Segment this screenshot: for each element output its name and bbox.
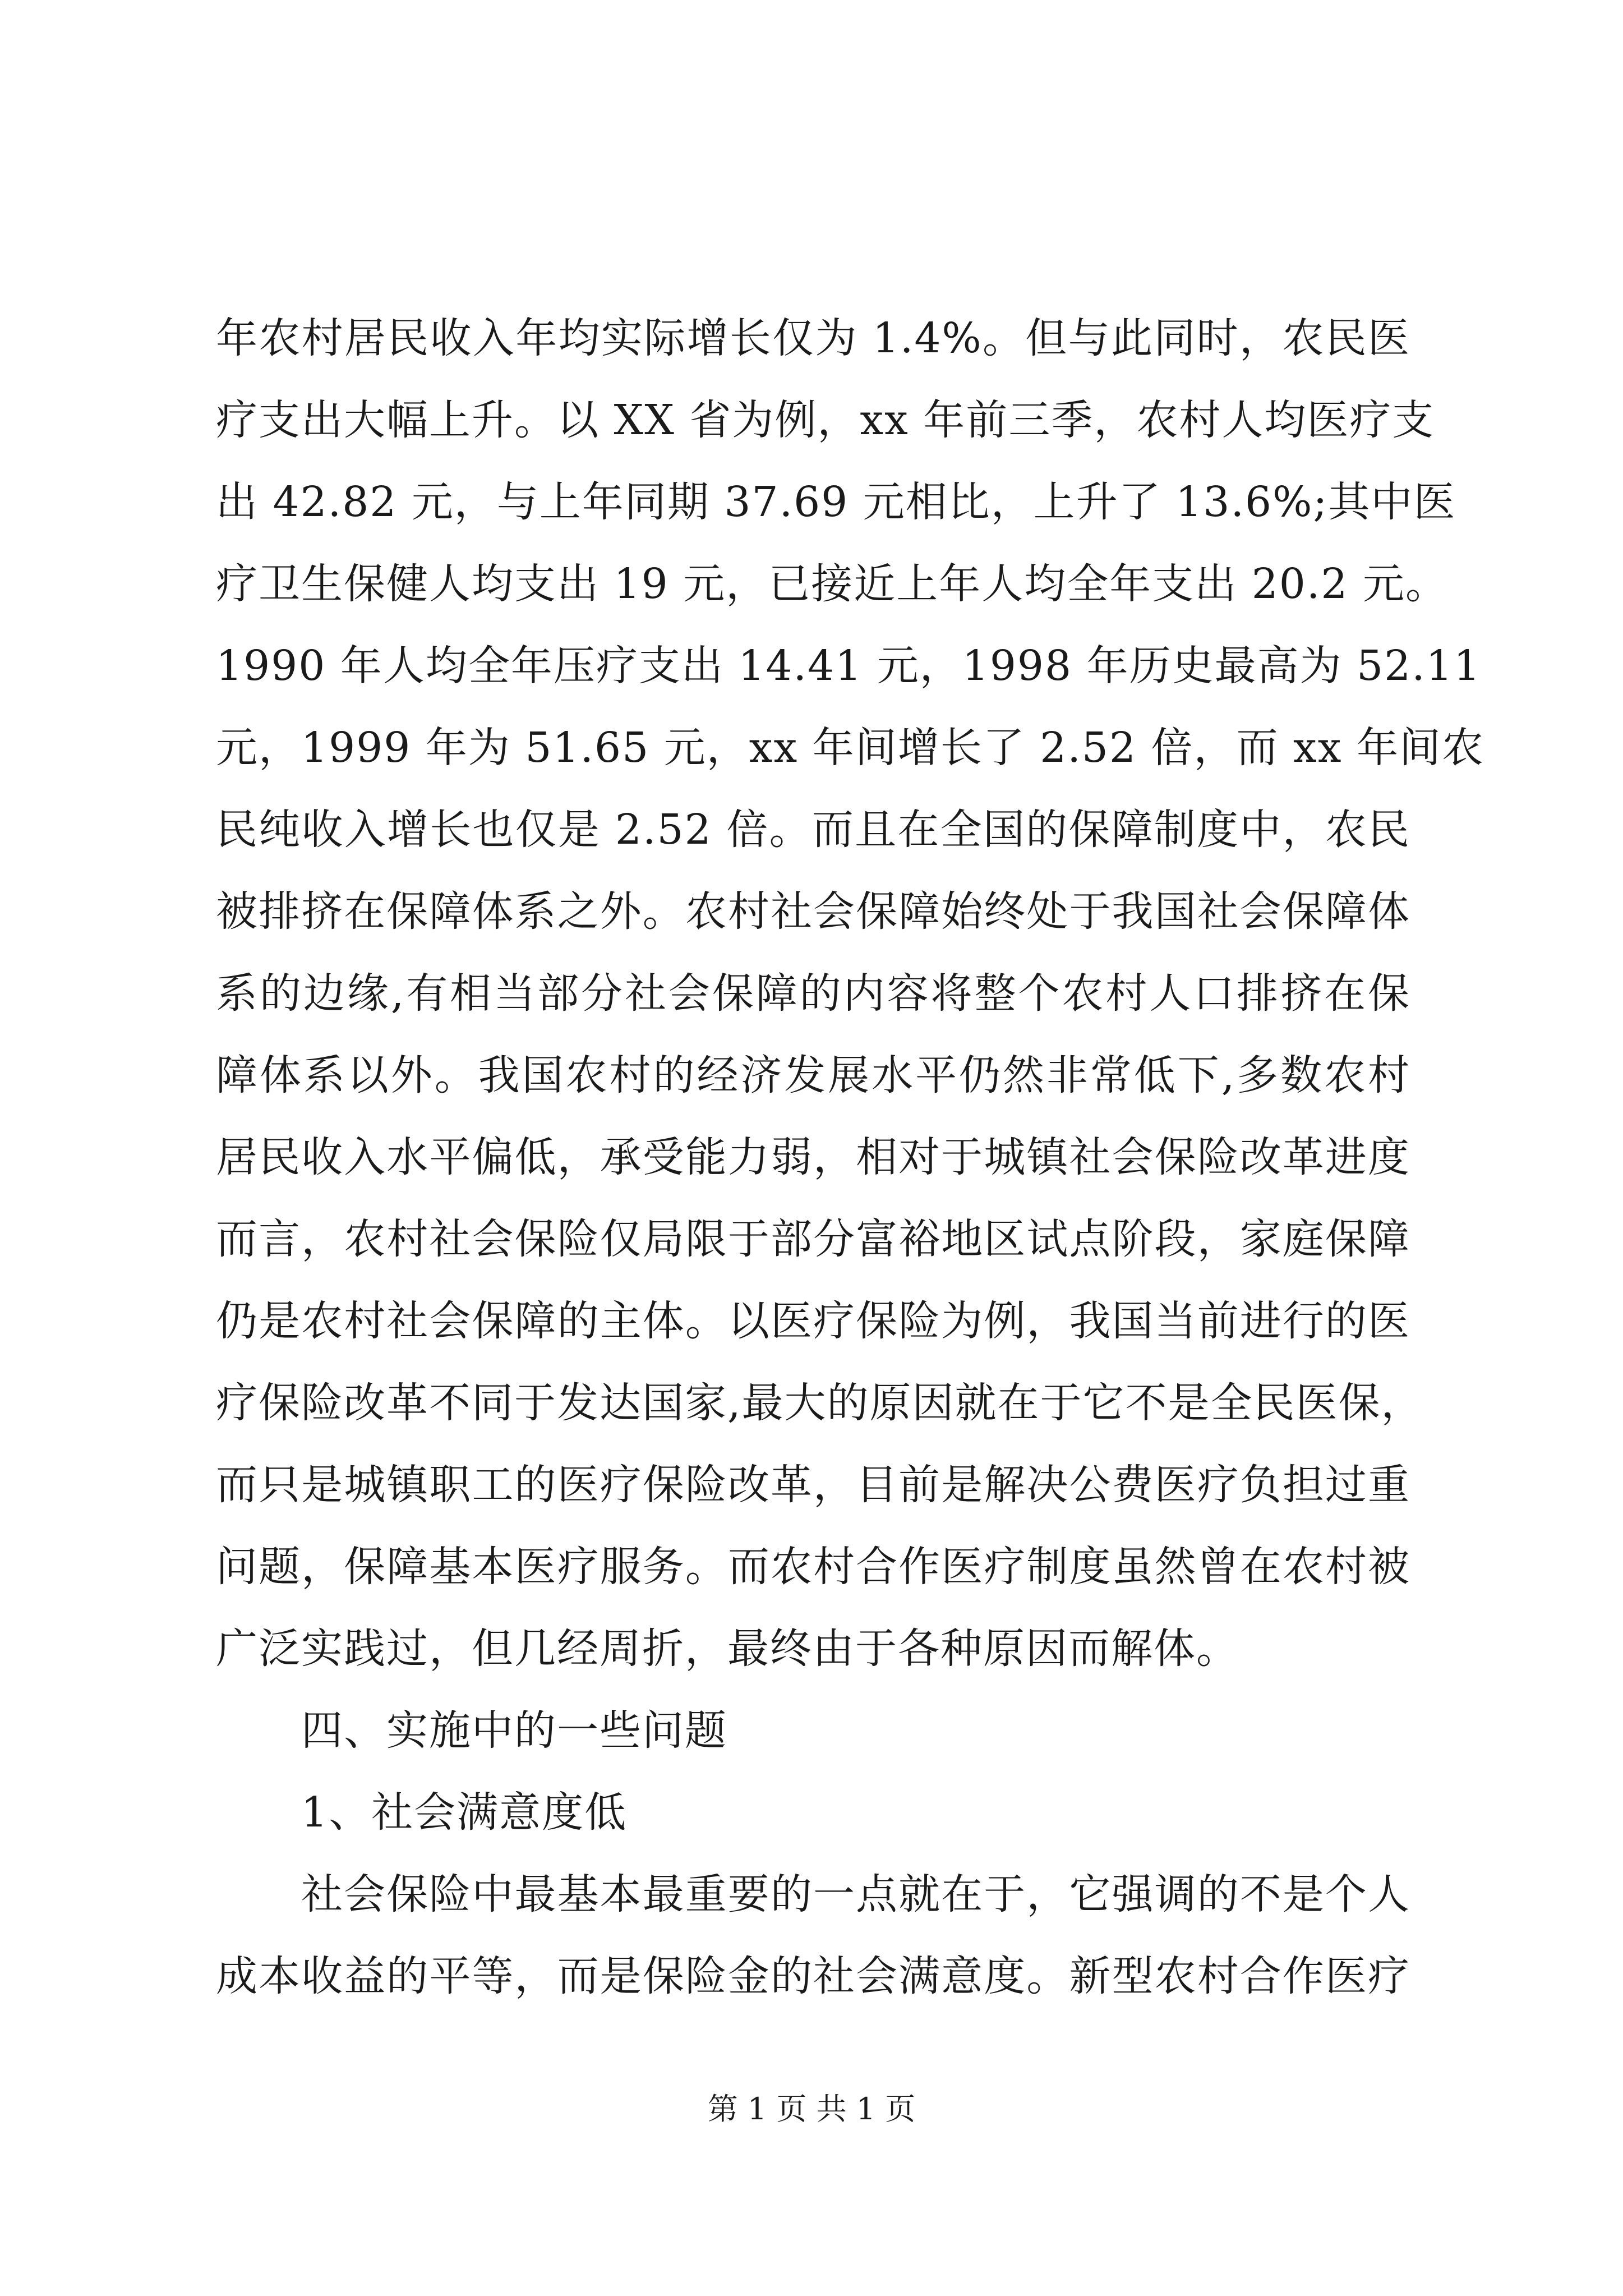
page-footer: [0, 2087, 1623, 2132]
text-line: 广泛实践过，但几经周折，最终由于各种原因而解体。: [216, 1625, 1239, 1673]
text-line: 年农村居民收入年均实际增长仅为 1.4%。但与此同时，农民医: [216, 314, 1410, 362]
text-line: 1990 年人均全年压疗支出 14.41 元，1998 年历史最高为 52.11: [216, 642, 1481, 690]
section-heading: 四、实施中的一些问题: [301, 1706, 727, 1755]
text-line: 障体系以外。我国农村的经济发展水平仍然非常低下,多数农村: [216, 1051, 1410, 1099]
document-body: [216, 297, 1485, 2017]
text-line: 而只是城镇职工的医疗保险改革，目前是解决公费医疗负担过重: [216, 1461, 1410, 1509]
text-line: 出 42.82 元，与上年同期 37.69 元相比，上升了 13.6%;其中医: [216, 478, 1456, 526]
text-line: 元，1999 年为 51.65 元，xx 年间增长了 2.52 倍，而 xx 年间农: [216, 724, 1485, 772]
text-line: 民纯收入增长也仅是 2.52 倍。而且在全国的保障制度中，农民: [216, 806, 1410, 854]
subsection-heading: 1、社会满意度低: [301, 1788, 628, 1837]
text-line: 问题，保障基本医疗服务。而农村合作医疗制度虽然曾在农村被: [216, 1543, 1410, 1591]
text-line: 社会保险中最基本最重要的一点就在于，它强调的不是个人: [301, 1870, 1410, 1918]
text-line: 成本收益的平等，而是保险金的社会满意度。新型农村合作医疗: [216, 1952, 1410, 2000]
text-line: 而言，农村社会保险仅局限于部分富裕地区试点阶段，家庭保障: [216, 1215, 1410, 1263]
text-line: 被排挤在保障体系之外。农村社会保障始终处于我国社会保障体: [216, 887, 1410, 936]
text-line: 仍是农村社会保障的主体。以医疗保险为例，我国当前进行的医: [216, 1297, 1410, 1345]
text-line: 居民收入水平偏低，承受能力弱，相对于城镇社会保险改革进度: [216, 1133, 1410, 1181]
text-line: 疗支出大幅上升。以 XX 省为例，xx 年前三季，农村人均医疗支: [216, 396, 1435, 444]
text-line: 疗保险改革不同于发达国家,最大的原因就在于它不是全民医保，: [216, 1379, 1424, 1427]
page-number-label: 第 1 页 共 1 页: [707, 2091, 916, 2127]
text-line: 疗卫生保健人均支出 19 元，已接近上年人均全年支出 20.2 元。: [216, 560, 1449, 608]
text-line: 系的边缘,有相当部分社会保障的内容将整个农村人口排挤在保: [216, 969, 1410, 1018]
